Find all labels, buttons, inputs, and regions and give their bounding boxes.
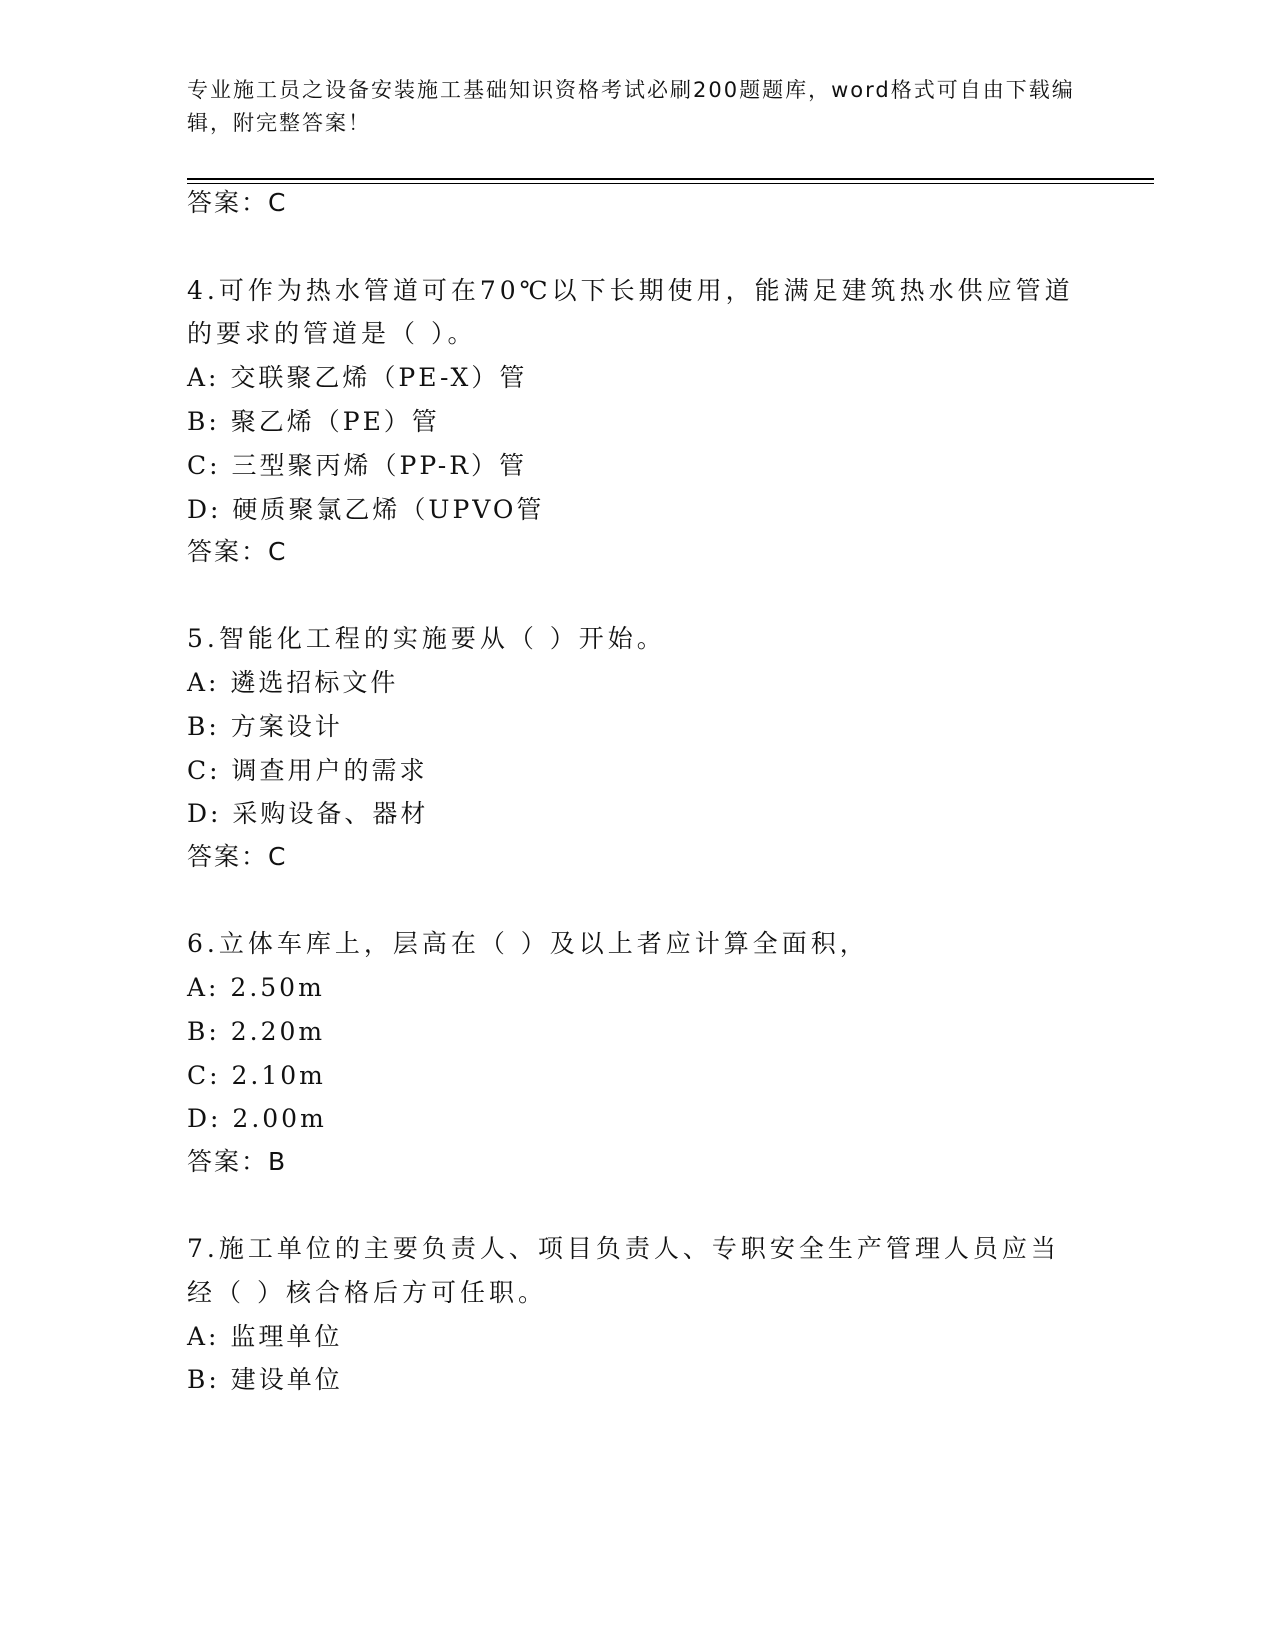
question-5-line-1: 5.智能化工程的实施要从（ ）开始。	[187, 624, 666, 653]
top-answer: 答案：C	[187, 188, 288, 217]
question-4-option-c: C: 三型聚丙烯（PP-R）管	[187, 451, 528, 480]
question-5-option-c: C: 调查用户的需求	[187, 756, 428, 785]
question-6-option-b: B: 2.20m	[187, 1017, 326, 1046]
header-rule-thick	[187, 178, 1154, 180]
question-7-option-b: B: 建设单位	[187, 1365, 343, 1394]
question-5-option-b: B: 方案设计	[187, 712, 343, 741]
question-4-option-a: A: 交联聚乙烯（PE-X）管	[187, 363, 528, 392]
question-4-option-b: B: 聚乙烯（PE）管	[187, 407, 440, 436]
question-4-option-d: D: 硬质聚氯乙烯（UPVO管	[187, 495, 545, 524]
question-5-option-a: A: 遴选招标文件	[187, 668, 399, 697]
question-7-option-a: A: 监理单位	[187, 1322, 343, 1351]
question-6-option-a: A: 2.50m	[187, 973, 325, 1002]
question-6-option-d: D: 2.00m	[187, 1104, 327, 1133]
question-6-answer: 答案：B	[187, 1147, 288, 1176]
question-5-option-d: D: 采购设备、器材	[187, 799, 429, 828]
question-7-line-2: 经（ ）核合格后方可任职。	[187, 1278, 547, 1307]
question-4-answer: 答案：C	[187, 537, 288, 566]
header-rule-thin	[187, 183, 1154, 184]
question-4-line-1: 4.可作为热水管道可在70℃以下长期使用，能满足建筑热水供应管道	[187, 276, 1074, 305]
question-7-line-1: 7.施工单位的主要负责人、项目负责人、专职安全生产管理人员应当	[187, 1234, 1060, 1263]
question-5-answer: 答案：C	[187, 842, 288, 871]
question-4-line-2: 的要求的管道是（ ）。	[187, 319, 477, 348]
question-6-option-c: C: 2.10m	[187, 1061, 326, 1090]
question-6-line-1: 6.立体车库上，层高在（ ）及以上者应计算全面积，	[187, 929, 869, 958]
document-header: 专业施工员之设备安装施工基础知识资格考试必刷200题题库，word格式可自由下载编辑，附完整答案！	[187, 78, 1075, 135]
